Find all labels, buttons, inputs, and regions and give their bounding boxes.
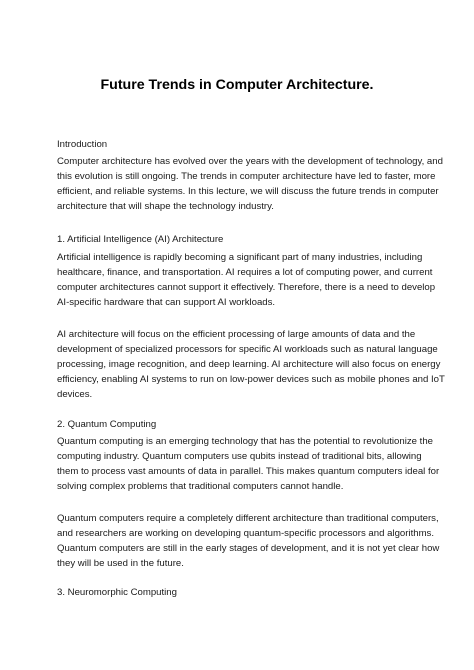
section-heading-label: 3. Neuromorphic Computing — [57, 587, 177, 598]
introduction-paragraph — [57, 154, 443, 214]
paragraph-line: Quantum computers require a completely different architecture than traditional computers, — [57, 513, 439, 524]
section-heading-label: 1. Artificial Intelligence (AI) Architecture — [57, 234, 224, 245]
section-heading-ai-architecture — [57, 232, 419, 247]
paragraph-line: architecture that will shape the technology industry. — [57, 201, 274, 212]
paragraph-line: and researchers are working on developing quantum-specific processors and algorithms. — [57, 528, 435, 539]
paragraph-line: them to process vast amounts of data in parallel. This makes quantum computers ideal for — [57, 466, 440, 477]
paragraph-line: solving complex problems that traditional computers cannot handle. — [57, 481, 344, 492]
section-heading-neuromorphic-computing — [57, 585, 419, 600]
ai-paragraph-1 — [57, 250, 436, 310]
section-heading-label: 2. Quantum Computing — [57, 419, 157, 430]
paragraph-line: Artificial intelligence is rapidly becoming a significant part of many industries, including — [57, 252, 423, 263]
paragraph-line: healthcare, finance, and transportation. AI requires a lot of computing power, and current — [57, 267, 433, 278]
quantum-paragraph-1 — [57, 434, 440, 494]
paragraph-line: efficient, and reliable systems. In this lecture, we will discuss the future trends in computer — [57, 186, 439, 197]
paragraph-line: AI-specific hardware that can support AI workloads. — [57, 297, 276, 308]
document-title: Future Trends in Computer Architecture. — [100, 77, 374, 93]
paragraph-line: development of specialized processors for specific AI workloads such as natural language — [57, 344, 438, 355]
paragraph-line: Computer architecture has evolved over the years with the development of technology, and — [57, 156, 443, 167]
paragraph-line: processing, image recognition, and deep learning. AI architecture will also focus on energy — [57, 359, 441, 370]
quantum-paragraph-2 — [57, 511, 440, 571]
paragraph-line: computing industry. Quantum computers use qubits instead of traditional bits, allowing — [57, 451, 422, 462]
paragraph-line: Quantum computers are still in the early stages of development, and it is not yet clear how — [57, 543, 440, 554]
paragraph-line: this evolution is still ongoing. The trends in computer architecture have led to faster, more — [57, 171, 436, 182]
paragraph-line: they will be used in the future. — [57, 558, 184, 569]
section-heading-quantum-computing — [57, 417, 419, 432]
section-heading-label: Introduction — [57, 139, 108, 150]
section-heading-introduction — [57, 137, 419, 152]
paragraph-line: AI architecture will focus on the efficient processing of large amounts of data and the — [57, 329, 416, 340]
paragraph-line: efficiency, enabling AI systems to run on low-power devices such as mobile phones and IoT — [57, 374, 445, 385]
paragraph-line: computer architectures cannot support it effectively. Therefore, there is a need to develop — [57, 282, 436, 293]
paragraph-line: devices. — [57, 389, 93, 400]
ai-paragraph-2 — [57, 327, 445, 402]
paragraph-line: Quantum computing is an emerging technology that has the potential to revolutionize the — [57, 436, 433, 447]
